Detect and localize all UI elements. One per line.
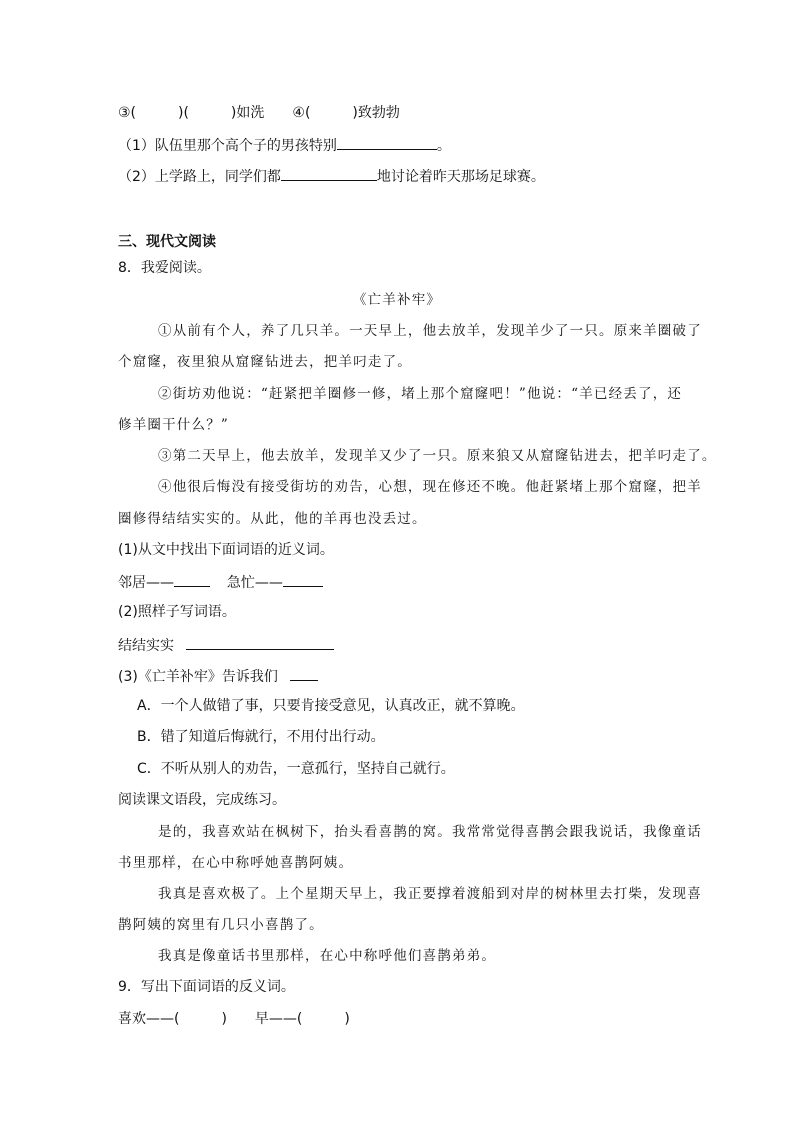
- question-8: 8．我爱阅读。: [118, 260, 211, 276]
- option-a[interactable]: A．一个人做错了事，只要肯接受意见，认真改正，就不算晚。: [137, 698, 525, 714]
- answer-blank[interactable]: [174, 572, 210, 587]
- section-heading: 三、现代文阅读: [118, 234, 216, 250]
- excerpt-paragraph-1-cont: 书里那样，在心中称呼她喜鹊阿姨。: [118, 855, 354, 871]
- answer-blank[interactable]: [283, 572, 323, 587]
- fill-sentence-1: [118, 135, 451, 155]
- excerpt-paragraph-2-cont: 鹊阿姨的窝里有几只小喜鹊了。: [118, 917, 324, 933]
- answer-blank[interactable]: [186, 635, 334, 650]
- paragraph-1-cont: 个窟窿，夜里狼从窟窿钻进去，把羊叼走了。: [118, 354, 412, 370]
- sentence-end: 地讨论着昨天那场足球赛。: [376, 169, 545, 185]
- sentence-text: （2）上学路上，同学们都: [118, 169, 281, 185]
- word-2: 急忙——: [226, 575, 283, 591]
- excerpt-paragraph-3: 我真是像童话书里那样，在心中称呼他们喜鹊弟弟。: [158, 948, 497, 964]
- paragraph-3: ③第二天早上，他去放羊，发现羊又少了一只。原来狼又从窟窿钻进去，把羊叼走了。: [158, 448, 717, 464]
- question-9: 9．写出下面词语的反义词。: [118, 979, 295, 995]
- paragraph-4: ④他很后悔没有接受街坊的劝告，心想，现在修还不晚。他赶紧堵上那个窟窿，把羊: [158, 479, 702, 495]
- paragraph-4-cont: 圈修得结结实实的。从此，他的羊再也没丢过。: [118, 511, 427, 527]
- reading-instruction: 阅读课文语段，完成练习。: [118, 792, 286, 808]
- subquestion-2: (2)照样子写词语。: [118, 604, 236, 620]
- option-b[interactable]: B．错了知道后悔就行，不用付出行动。: [137, 729, 385, 745]
- answer-blank[interactable]: [281, 166, 377, 181]
- synonym-line: [118, 572, 323, 592]
- sentence-end: 。: [436, 138, 451, 154]
- fill-sentence-2: [118, 166, 545, 186]
- pattern-word: 结结实实: [118, 638, 174, 654]
- subquestion-3: [118, 666, 318, 686]
- idiom-fill-line: ③( )( )如洗 ④( )致勃勃: [118, 105, 400, 121]
- answer-blank[interactable]: [337, 135, 437, 150]
- paragraph-1: ①从前有个人，养了几只羊。一天早上，他去放羊，发现羊少了一只。原来羊圈破了: [158, 323, 702, 339]
- passage-title: 《亡羊补牢》: [352, 292, 442, 308]
- pattern-word-line: [118, 635, 334, 655]
- option-c[interactable]: C．不听从别人的劝告，一意孤行，坚持自己就行。: [137, 761, 455, 777]
- excerpt-paragraph-2: 我真是喜欢极了。上个星期天早上，我正要撑着渡船到对岸的树林里去打柴，发现喜: [158, 886, 702, 902]
- sentence-text: （1）队伍里那个高个子的男孩特别: [118, 138, 337, 154]
- subquestion-1: (1)从文中找出下面词语的近义词。: [118, 542, 334, 558]
- paragraph-2-cont: 修羊圈干什么？”: [118, 417, 230, 433]
- word-1: 邻居——: [118, 575, 174, 591]
- excerpt-paragraph-1: 是的，我喜欢站在枫树下，抬头看喜鹊的窝。我常常觉得喜鹊会跟我说话，我像童话: [158, 824, 702, 840]
- subquestion-3-text: (3)《亡羊补牢》告诉我们: [118, 669, 278, 685]
- paragraph-2: ②街坊劝他说：“赶紧把羊圈修一修，堵上那个窟窿吧！”他说：“羊已经丢了，还: [158, 386, 683, 402]
- antonym-line: 喜欢——( ) 早——( ): [118, 1011, 350, 1027]
- answer-blank[interactable]: [290, 666, 318, 681]
